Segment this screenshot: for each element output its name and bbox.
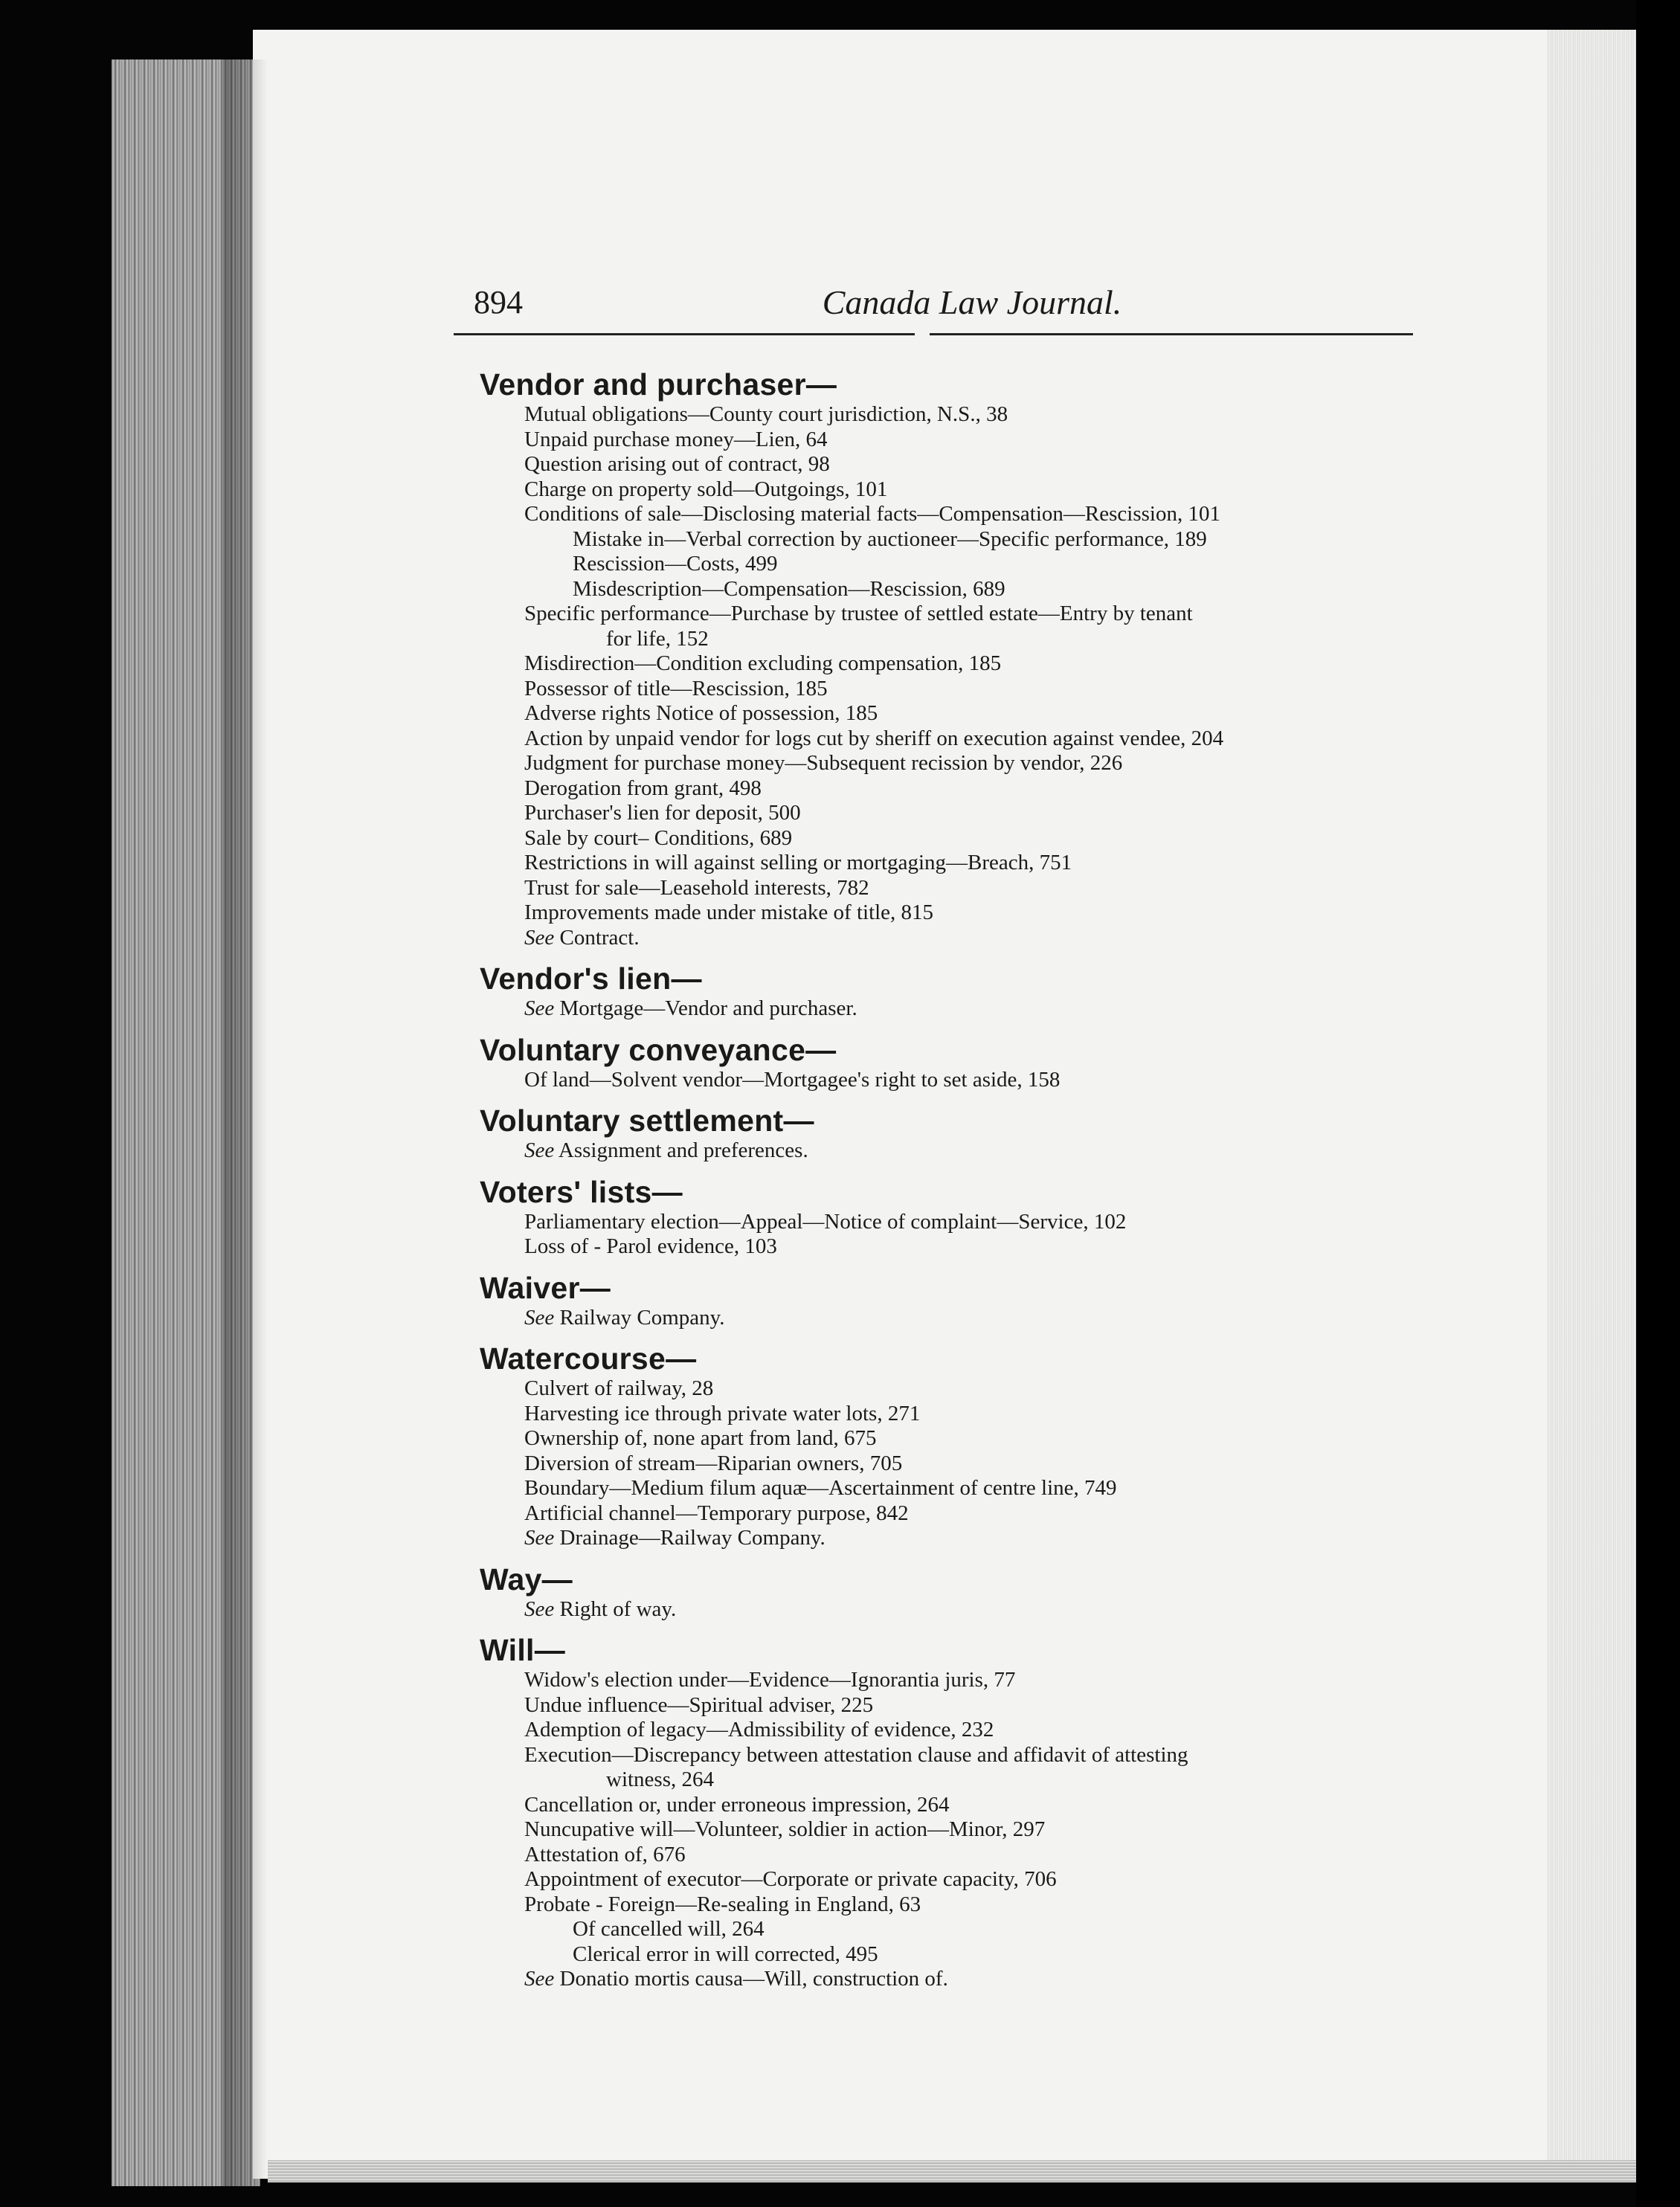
entry-text: Parliamentary election—Appeal—Notice of complaint—Service, 102 <box>524 1209 1127 1234</box>
index-section <box>480 961 1439 1032</box>
page-bottom-edge <box>268 2160 1636 2182</box>
binding-shadow <box>223 59 268 2186</box>
entry-text: Of land—Solvent vendor—Mortgagee's right to set aside, 158 <box>524 1067 1061 1092</box>
entry-text: Cancellation or, under erroneous impression, 264 <box>524 1792 950 1817</box>
entry-text: Ademption of legacy—Admissibility of evidence, 232 <box>524 1718 994 1742</box>
index-heading: Will— <box>480 1633 566 1667</box>
entry-text: Probate - Foreign—Re-sealing in England, 63 <box>524 1892 921 1916</box>
scanner-background <box>1636 0 1680 2207</box>
index-entry <box>480 1526 1439 1551</box>
index-section <box>480 1632 1439 1992</box>
entry-text: Possessor of title—Rescission, 185 <box>524 676 828 700</box>
index-entry <box>480 1210 1439 1235</box>
entry-text: Action by unpaid vendor for logs cut by sheriff on execution against vendee, 204 <box>524 726 1224 750</box>
index-entry <box>480 452 1439 477</box>
index-heading: Watercourse— <box>480 1341 697 1376</box>
entry-text: Unpaid purchase money—Lien, 64 <box>524 427 828 451</box>
index-entries <box>480 1668 1439 1992</box>
entry-text: Purchaser's lien for deposit, 500 <box>524 801 801 825</box>
index-section <box>480 1341 1439 1562</box>
entry-text: Derogation from grant, 498 <box>524 776 762 800</box>
index-heading: Voluntary settlement— <box>480 1104 814 1138</box>
index-entry <box>480 1892 1439 1918</box>
index-entry <box>480 1452 1439 1477</box>
index-entry <box>480 1817 1439 1843</box>
index-entry <box>480 1693 1439 1718</box>
entry-text: witness, 264 <box>606 1768 714 1791</box>
entry-text: Misdescription—Compensation—Rescission, 689 <box>573 576 1005 601</box>
index-entry <box>480 1917 1439 1942</box>
entry-text: Harvesting ice through private water lots, 271 <box>524 1401 921 1425</box>
index-entry <box>480 1306 1439 1331</box>
section-gap <box>480 1622 1439 1632</box>
index-section <box>480 1562 1439 1633</box>
entry-text: Conditions of sale—Disclosing material facts—Compensation—Rescission, 101 <box>524 502 1220 526</box>
see-reference-word: See <box>524 1305 555 1330</box>
entry-text: Widow's election under—Evidence—Ignorantia juris, 77 <box>524 1668 1016 1692</box>
index-entry <box>480 1867 1439 1892</box>
index-entries <box>480 1376 1439 1551</box>
entry-text: Railway Company. <box>559 1305 725 1330</box>
entry-text: Donatio mortis causa—Will, construction of. <box>559 1967 948 1991</box>
index-entry <box>480 1402 1439 1427</box>
index-entries <box>480 1138 1439 1164</box>
index-content <box>480 367 1439 1992</box>
index-entry <box>480 402 1439 428</box>
index-entry <box>480 1668 1439 1693</box>
index-entry <box>480 826 1439 851</box>
index-section <box>480 1103 1439 1174</box>
entry-text: Attestation of, 676 <box>524 1842 686 1866</box>
entry-text: Mistake in—Verbal correction by auctioneer—Specific performance, 189 <box>573 526 1207 551</box>
entry-text: Drainage—Railway Company. <box>559 1526 825 1550</box>
entry-text: Judgment for purchase money—Subsequent recission by vendor, 226 <box>524 751 1123 775</box>
index-entry <box>480 801 1439 826</box>
entry-text: Nuncupative will—Volunteer, soldier in action—Minor, 297 <box>524 1817 1046 1841</box>
entry-text: Contract. <box>559 925 640 950</box>
see-reference-word: See <box>524 1138 555 1162</box>
index-entry <box>480 677 1439 702</box>
index-entry <box>480 996 1439 1022</box>
entry-text: Sale by court– Conditions, 689 <box>524 825 793 850</box>
entry-text: Clerical error in will corrected, 495 <box>573 1942 878 1966</box>
index-entry <box>480 1138 1439 1164</box>
index-entry <box>480 1376 1439 1402</box>
entry-text: Misdirection—Condition excluding compensation, 185 <box>524 651 1002 675</box>
entry-text: Artificial channel—Temporary purpose, 842 <box>524 1501 909 1525</box>
index-entry <box>480 851 1439 876</box>
entry-text: Of cancelled will, 264 <box>573 1917 765 1941</box>
entry-text: Mortgage—Vendor and purchaser. <box>559 996 857 1020</box>
entry-text: Specific performance—Purchase by trustee of settled estate—Entry by tenant <box>524 602 1193 625</box>
index-entry <box>480 1967 1439 1992</box>
entry-text: Restrictions in will against selling or mortgaging—Breach, 751 <box>524 851 1072 874</box>
entry-text: Ownership of, none apart from land, 675 <box>524 1426 877 1450</box>
index-section <box>480 367 1439 961</box>
page-right-edge <box>1547 30 1636 2179</box>
index-entry <box>480 776 1439 802</box>
entry-text: Execution—Discrepancy between attestation clause and affidavit of attesting <box>524 1742 1188 1767</box>
see-reference-word: See <box>524 996 555 1020</box>
index-entry <box>480 627 1439 652</box>
running-head <box>474 279 1411 331</box>
index-entry <box>480 552 1439 577</box>
entry-text: Rescission—Costs, 499 <box>573 552 778 576</box>
index-entry <box>480 1743 1439 1768</box>
section-gap <box>480 1330 1439 1341</box>
header-rule-right <box>930 333 1413 335</box>
index-entries <box>480 1597 1439 1623</box>
section-gap <box>480 1022 1439 1032</box>
index-section <box>480 1174 1439 1270</box>
index-entry <box>480 502 1439 527</box>
index-heading: Vendor's lien— <box>480 961 702 996</box>
index-entry <box>480 577 1439 602</box>
index-heading: Voluntary conveyance— <box>480 1032 837 1067</box>
index-section <box>480 1032 1439 1104</box>
entry-text: Loss of - Parol evidence, 103 <box>524 1234 777 1258</box>
entry-text: Trust for sale—Leasehold interests, 782 <box>524 875 869 900</box>
index-entry <box>480 1768 1439 1793</box>
index-heading: Vendor and purchaser— <box>480 367 837 402</box>
section-gap <box>480 1092 1439 1103</box>
index-entry <box>480 527 1439 552</box>
index-entry <box>480 900 1439 926</box>
index-entry <box>480 1068 1439 1093</box>
see-reference-word: See <box>524 1597 555 1621</box>
index-entry <box>480 926 1439 951</box>
index-section <box>480 1270 1439 1341</box>
index-entries <box>480 402 1439 950</box>
page-number: 894 <box>474 284 523 320</box>
index-entry <box>480 428 1439 453</box>
entry-text: Charge on property sold—Outgoings, 101 <box>524 477 888 501</box>
entry-text: Right of way. <box>559 1597 677 1621</box>
index-entry <box>480 477 1439 503</box>
index-heading: Waiver— <box>480 1270 611 1305</box>
index-entry <box>480 602 1439 627</box>
entry-text: Assignment and preferences. <box>558 1138 808 1162</box>
entry-text: Adverse rights Notice of possession, 185 <box>524 701 878 725</box>
index-entry <box>480 876 1439 901</box>
index-entry <box>480 1476 1439 1501</box>
entry-text: Question arising out of contract, 98 <box>524 452 830 476</box>
index-entry <box>480 1843 1439 1868</box>
index-entry <box>480 1234 1439 1260</box>
index-entry <box>480 1942 1439 1968</box>
index-entries <box>480 996 1439 1022</box>
entry-text: Boundary—Medium filum aquæ—Ascertainment of centre line, 749 <box>524 1476 1117 1500</box>
index-entries <box>480 1210 1439 1260</box>
section-gap <box>480 1164 1439 1174</box>
index-entry <box>480 1597 1439 1623</box>
entry-text: Undue influence—Spiritual adviser, 225 <box>524 1692 874 1717</box>
index-entry <box>480 1426 1439 1452</box>
section-gap <box>480 1551 1439 1562</box>
entry-text: Culvert of railway, 28 <box>524 1376 714 1400</box>
see-reference-word: See <box>524 1967 555 1991</box>
index-entry <box>480 726 1439 752</box>
section-gap <box>480 1260 1439 1270</box>
index-entry <box>480 1718 1439 1743</box>
entry-text: Improvements made under mistake of title, 815 <box>524 900 934 924</box>
journal-title: Canada Law Journal. <box>822 283 1122 321</box>
index-entries <box>480 1068 1439 1093</box>
index-heading: Voters' lists— <box>480 1174 683 1209</box>
section-gap <box>480 950 1439 961</box>
index-entry <box>480 1501 1439 1527</box>
index-entry <box>480 1793 1439 1818</box>
entry-text: Appointment of executor—Corporate or private capacity, 706 <box>524 1867 1057 1891</box>
see-reference-word: See <box>524 1526 555 1550</box>
header-rule-left <box>454 333 915 335</box>
entry-text: Diversion of stream—Riparian owners, 705 <box>524 1451 903 1475</box>
index-entries <box>480 1306 1439 1331</box>
index-heading: Way— <box>480 1562 573 1597</box>
entry-text: Mutual obligations—County court jurisdiction, N.S., 38 <box>524 402 1008 426</box>
index-entry <box>480 701 1439 726</box>
see-reference-word: See <box>524 925 555 950</box>
index-entry <box>480 751 1439 776</box>
index-entry <box>480 651 1439 677</box>
entry-text: for life, 152 <box>606 626 709 651</box>
